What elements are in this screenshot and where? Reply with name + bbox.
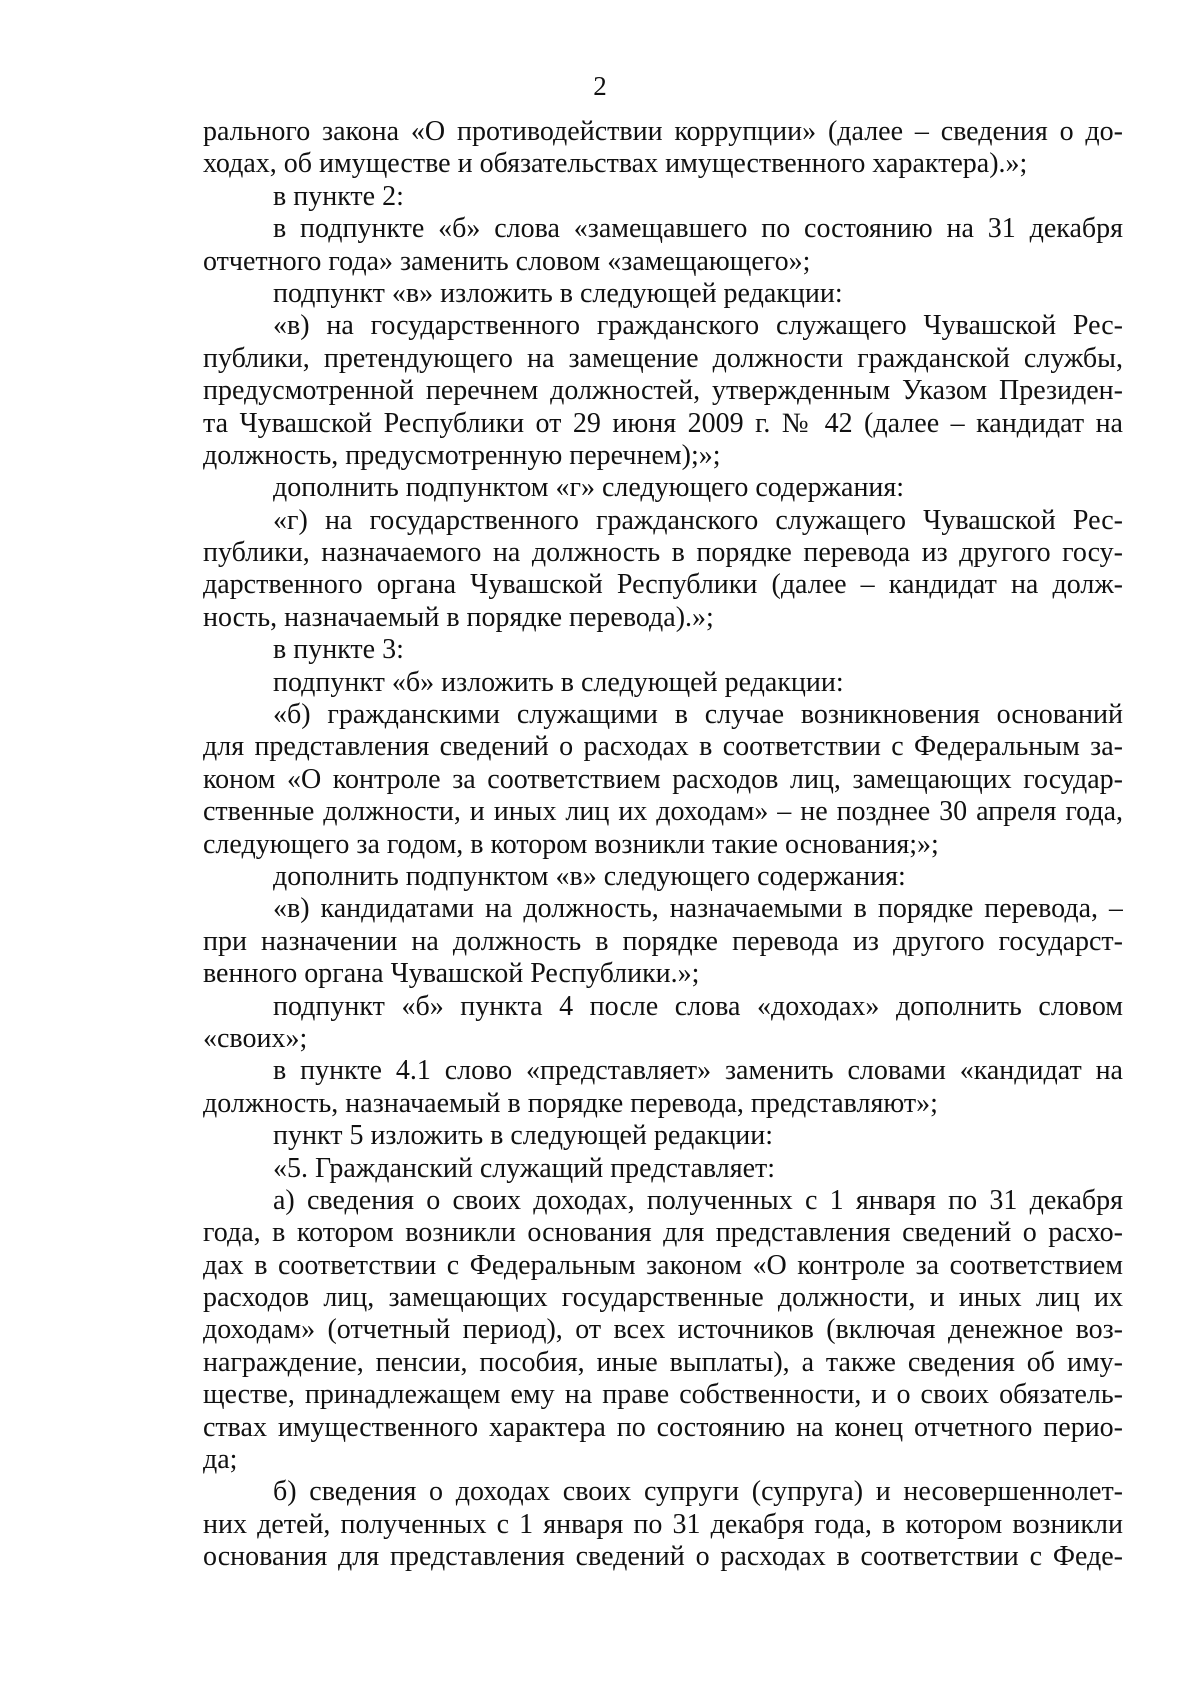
text-line: «в) на государственного гражданского служащего Чувашской Рес- xyxy=(273,310,1123,342)
text-line: дополнить подпунктом «г» следующего содержания: xyxy=(273,472,905,504)
text-line: «5. Гражданский служащий представляет: xyxy=(273,1152,776,1184)
text-line: расходов лиц, замещающих государственные должности, и иных лиц их xyxy=(203,1282,1123,1314)
text-line: предусмотренной перечнем должностей, утвержденным Указом Президен- xyxy=(203,375,1123,407)
text-line: «в) кандидатами на должность, назначаемыми в порядке перевода, – xyxy=(273,893,1123,925)
text-line: дарственного органа Чувашской Республики (далее – кандидат на долж- xyxy=(203,569,1123,601)
text-line: ходах, об имуществе и обязательствах имущественного характера).»; xyxy=(203,148,1028,180)
text-line: ственные должности, и иных лиц их доходам» – не позднее 30 апреля года, xyxy=(203,796,1123,828)
text-line: публики, претендующего на замещение должности гражданской службы, xyxy=(203,342,1123,374)
text-line: в пункте 2: xyxy=(273,180,404,212)
text-line: ствах имущественного характера по состоянию на конец отчетного перио- xyxy=(203,1411,1123,1443)
text-line: «своих»; xyxy=(203,1022,308,1054)
text-line: доходам» (отчетный период), от всех источников (включая денежное воз- xyxy=(203,1314,1123,1346)
text-line: «б) гражданскими служащими в случае возникновения оснований xyxy=(273,699,1123,731)
text-line: основания для представления сведений о расходах в соответствии с Феде- xyxy=(203,1541,1123,1573)
text-line: подпункт «б» изложить в следующей редакции: xyxy=(273,666,844,698)
text-line: при назначении на должность в порядке перевода из другого государст- xyxy=(203,925,1123,957)
text-line: подпункт «в» изложить в следующей редакции: xyxy=(273,277,843,309)
text-line: пункт 5 изложить в следующей редакции: xyxy=(273,1120,773,1152)
text-line: публики, назначаемого на должность в порядке перевода из другого госу- xyxy=(203,537,1123,569)
text-line: ществе, принадлежащем ему на праве собственности, и о своих обязатель- xyxy=(203,1379,1123,1411)
text-line: коном «О контроле за соответствием расходов лиц, замещающих государ- xyxy=(203,763,1123,795)
text-line: венного органа Чувашской Республики.»; xyxy=(203,958,700,990)
text-line: рального закона «О противодействии коррупции» (далее – сведения о до- xyxy=(203,116,1123,147)
text-line: в пункте 4.1 слово «представляет» заменить словами «кандидат на xyxy=(273,1055,1123,1087)
text-line: дополнить подпунктом «в» следующего содержания: xyxy=(273,860,906,892)
text-line: «г) на государственного гражданского служащего Чувашской Рес- xyxy=(273,504,1123,536)
text-line: должность, назначаемый в порядке перевода, представляют»; xyxy=(203,1087,938,1119)
text-line: дах в соответствии с Федеральным законом «О контроле за соответствием xyxy=(203,1249,1123,1281)
text-line: них детей, полученных с 1 января по 31 декабря года, в котором возникли xyxy=(203,1508,1123,1540)
text-line: в пункте 3: xyxy=(273,634,404,666)
text-line: года, в котором возникли основания для представления сведений о расхо- xyxy=(203,1217,1123,1249)
text-line: должность, предусмотренную перечнем);»; xyxy=(203,439,721,471)
text-line: та Чувашской Республики от 29 июня 2009 г. № 42 (далее – кандидат на xyxy=(203,407,1123,439)
text-line: для представления сведений о расходах в соответствии с Федеральным за- xyxy=(203,731,1123,763)
text-line: следующего за годом, в котором возникли такие основания;»; xyxy=(203,828,939,860)
text-line: подпункт «б» пункта 4 после слова «доходах» дополнить словом xyxy=(273,990,1123,1022)
page-number: 2 xyxy=(593,71,607,101)
text-line: ность, назначаемый в порядке перевода).»; xyxy=(203,601,714,633)
text-line: в подпункте «б» слова «замещавшего по состоянию на 31 декабря xyxy=(273,213,1123,245)
text-line: а) сведения о своих доходах, полученных с 1 января по 31 декабря xyxy=(273,1184,1123,1216)
text-line: б) сведения о доходах своих супруги (супруга) и несовершеннолет- xyxy=(273,1476,1123,1508)
text-line: отчетного года» заменить словом «замещающего»; xyxy=(203,245,811,277)
document-body xyxy=(203,116,1123,1574)
text-line: да; xyxy=(203,1444,238,1476)
text-line: награждение, пенсии, пособия, иные выплаты), а также сведения об иму- xyxy=(203,1346,1123,1378)
